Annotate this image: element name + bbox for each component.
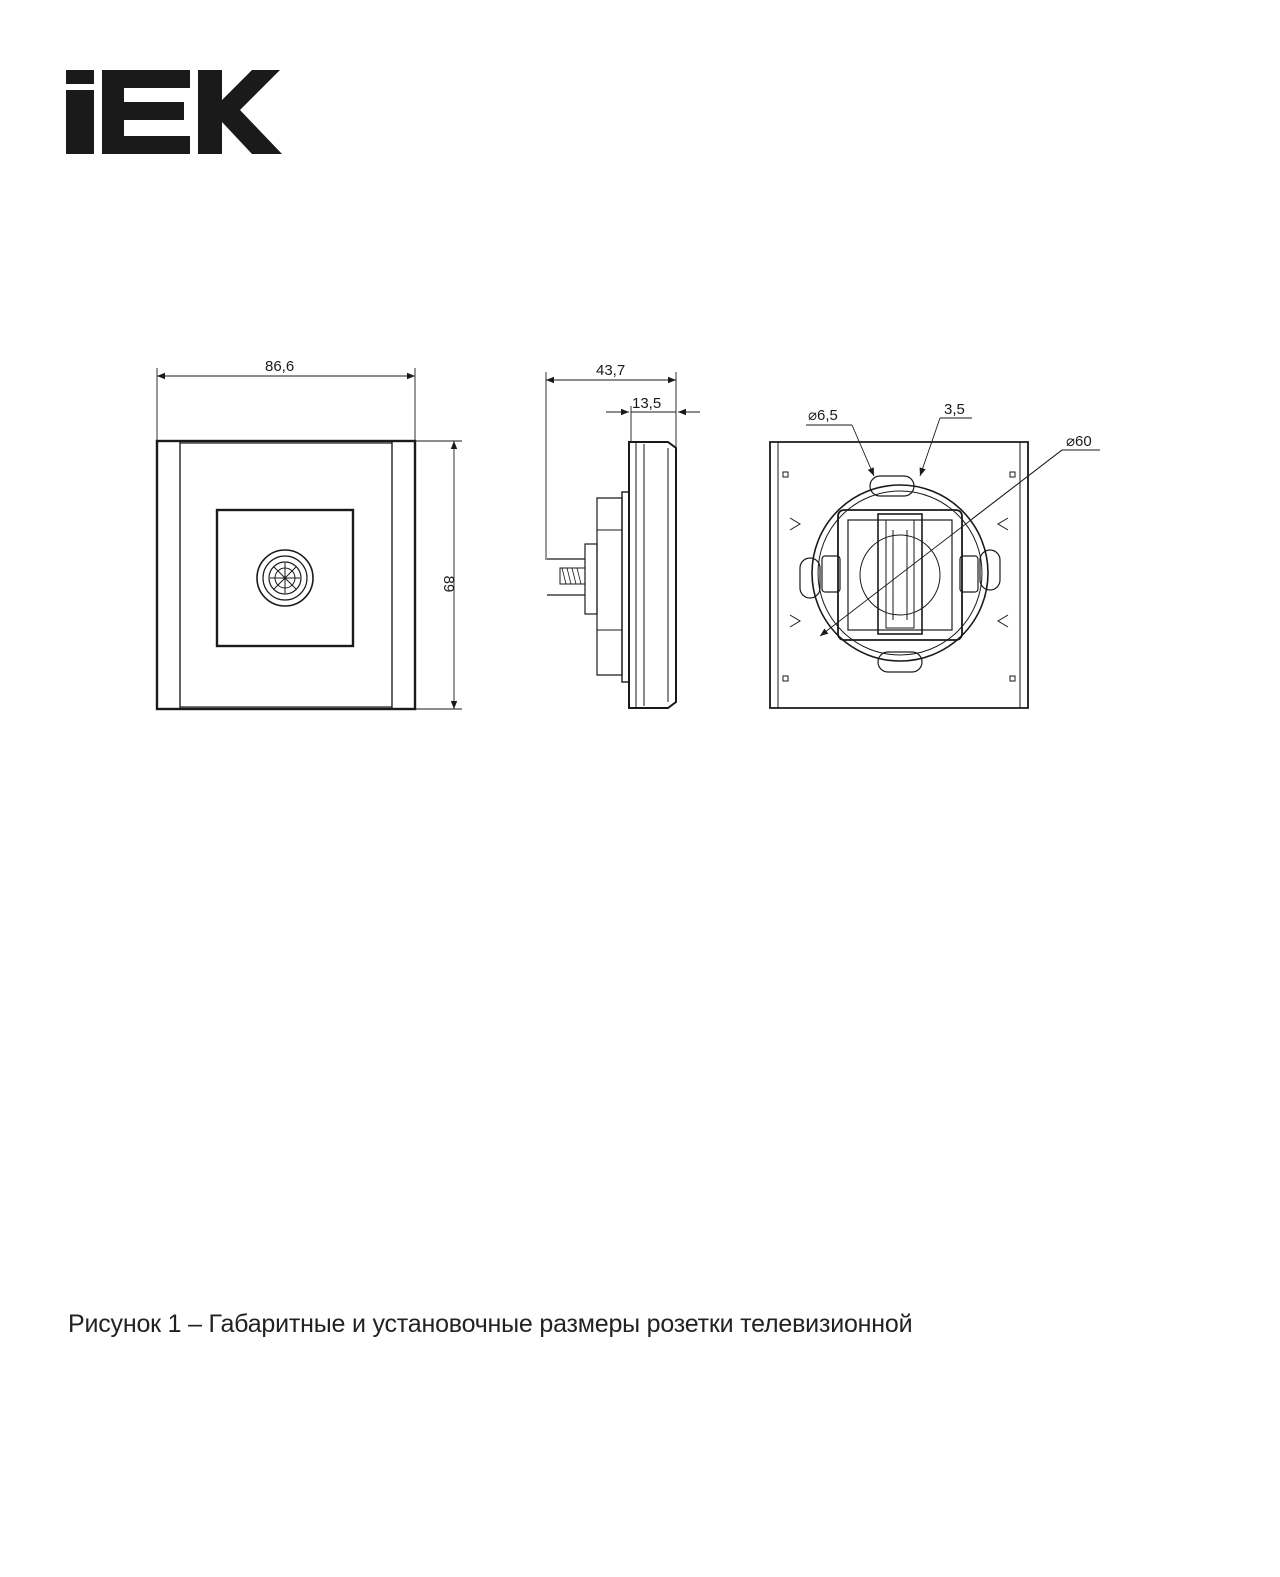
dim-side-depth-total: 43,7 [596,362,626,379]
iek-logo [66,70,282,154]
coax-connector-icon [257,550,313,606]
dim-slot-width: 3,5 [944,401,965,418]
figure-caption: Рисунок 1 – Габаритные и установочные размеры розетки телевизионной [68,1310,913,1338]
dim-front-height: 89 [440,575,457,593]
dim-side-depth-front: 13,5 [632,395,662,412]
dim-front-width: 86,6 [265,358,295,375]
back-view [770,418,1100,708]
front-view [157,368,462,709]
dim-hole-diameter: ⌀6,5 [808,407,838,424]
technical-drawing [0,330,1280,750]
dim-mount-circle-diameter: ⌀60 [1066,433,1092,450]
side-view [546,372,700,708]
